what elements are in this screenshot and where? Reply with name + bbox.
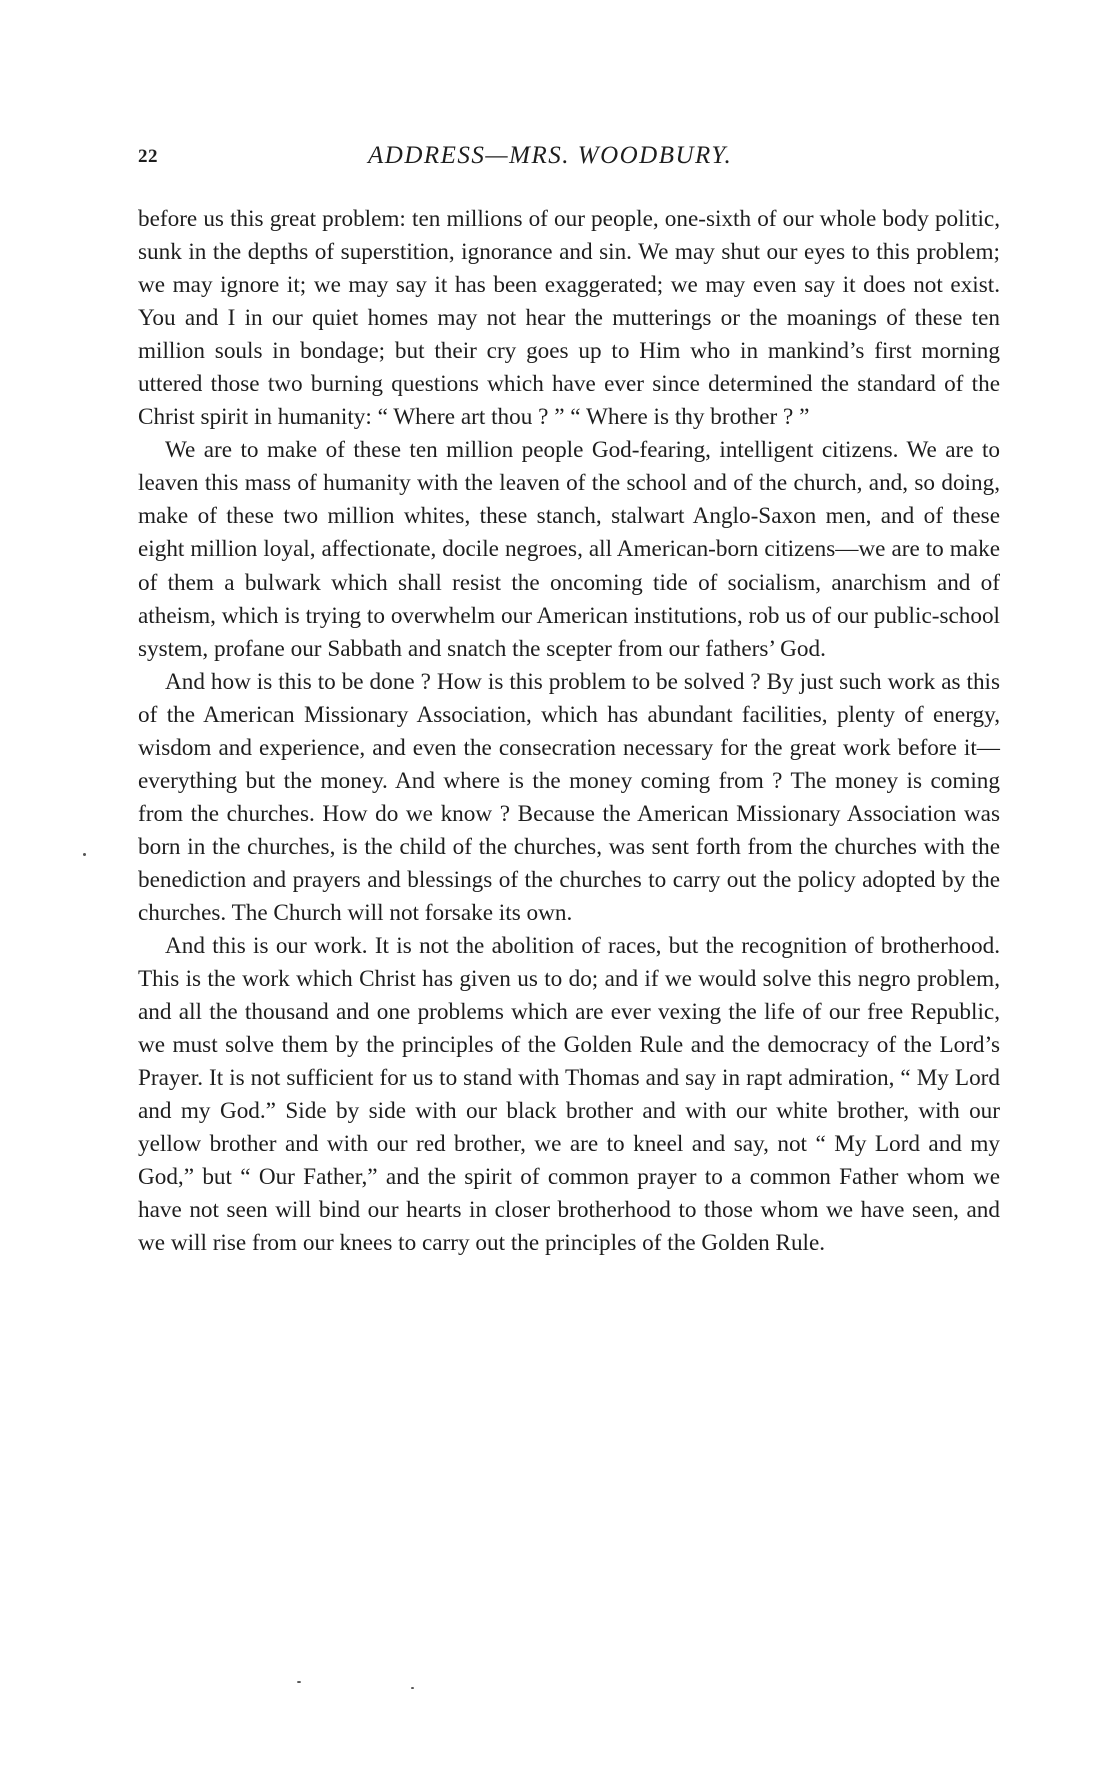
print-speck xyxy=(297,1681,301,1683)
paragraph-1: before us this great problem: ten millions of our people, one-sixth of our whole body politic, sunk in the depths of superstition, ignorance and sin. We may shut our eyes to this problem; we may ignore it; we may say it has been exaggerated; we may even say it does not exist. You and I in our quiet homes may not hear the mutterings or the moanings of these ten million souls in bondage; but their cry goes up to Him who in mankind’s first morning uttered those two burning questions which have ever since determined the standard of the Christ spirit in humanity: “ Where art thou ? ” “ Where is thy brother ? ” xyxy=(138,206,1000,431)
header-title: ADDRESS—MRS. WOODBURY. xyxy=(368,142,733,169)
paragraph-2: We are to make of these ten million people God-fearing, intelligent citizens. We are to leaven this mass of humanity with the leaven of the school and of the church, and, so doing, make of these two million whites, these stanch, stalwart Anglo-Saxon men, and of these eight million loyal, affectionate, docile negroes, all American-born citizens—we are to make of them a bulwark which shall resist the oncoming tide of socialism, anarchism and of atheism, which is trying to overwhelm our American institutions, rob us of our public-school system, profane our Sabbath and snatch the scepter from our fathers’ God. xyxy=(138,437,1000,662)
print-speck xyxy=(411,1687,414,1689)
paragraph-4: And this is our work. It is not the abolition of races, but the recognition of brotherhood. This is the work which Christ has given us to do; and if we would solve this negro problem, and all the thousand and one problems which are ever vexing the life of our free Republic, we must solve them by the principles of the Golden Rule and the democracy of the Lord’s Prayer. It is not sufficient for us to stand with Thomas and say in rapt admiration, “ My Lord and my God.” Side by side with our black brother and with our white brother, with our yellow brother and with our red brother, we are to kneel and say, not “ My Lord and my God,” but “ Our Father,” and the spirit of common prayer to a common Father whom we have not seen will bind our hearts in closer brotherhood to those whom we have seen, and we will rise from our knees to carry out the principles of the Golden Rule. xyxy=(138,933,1000,1257)
paragraph-3: And how is this to be done ? How is this problem to be solved ? By just such work as this of the American Missionary Association, which has abundant facilities, plenty of energy, wisdom and experience, and even the consecration necessary for the great work before it—everything but the money. And where is the money coming from ? The money is coming from the churches. How do we know ? Because the American Missionary Association was born in the churches, is the child of the churches, was sent forth from the churches with the benediction and prayers and blessings of the churches to carry out the policy adopted by the churches. The Church will not forsake its own. xyxy=(138,668,1000,926)
running-head xyxy=(138,142,1000,172)
page-number: 22 xyxy=(138,146,158,167)
print-speck xyxy=(83,853,86,856)
body-text xyxy=(138,203,1000,1261)
